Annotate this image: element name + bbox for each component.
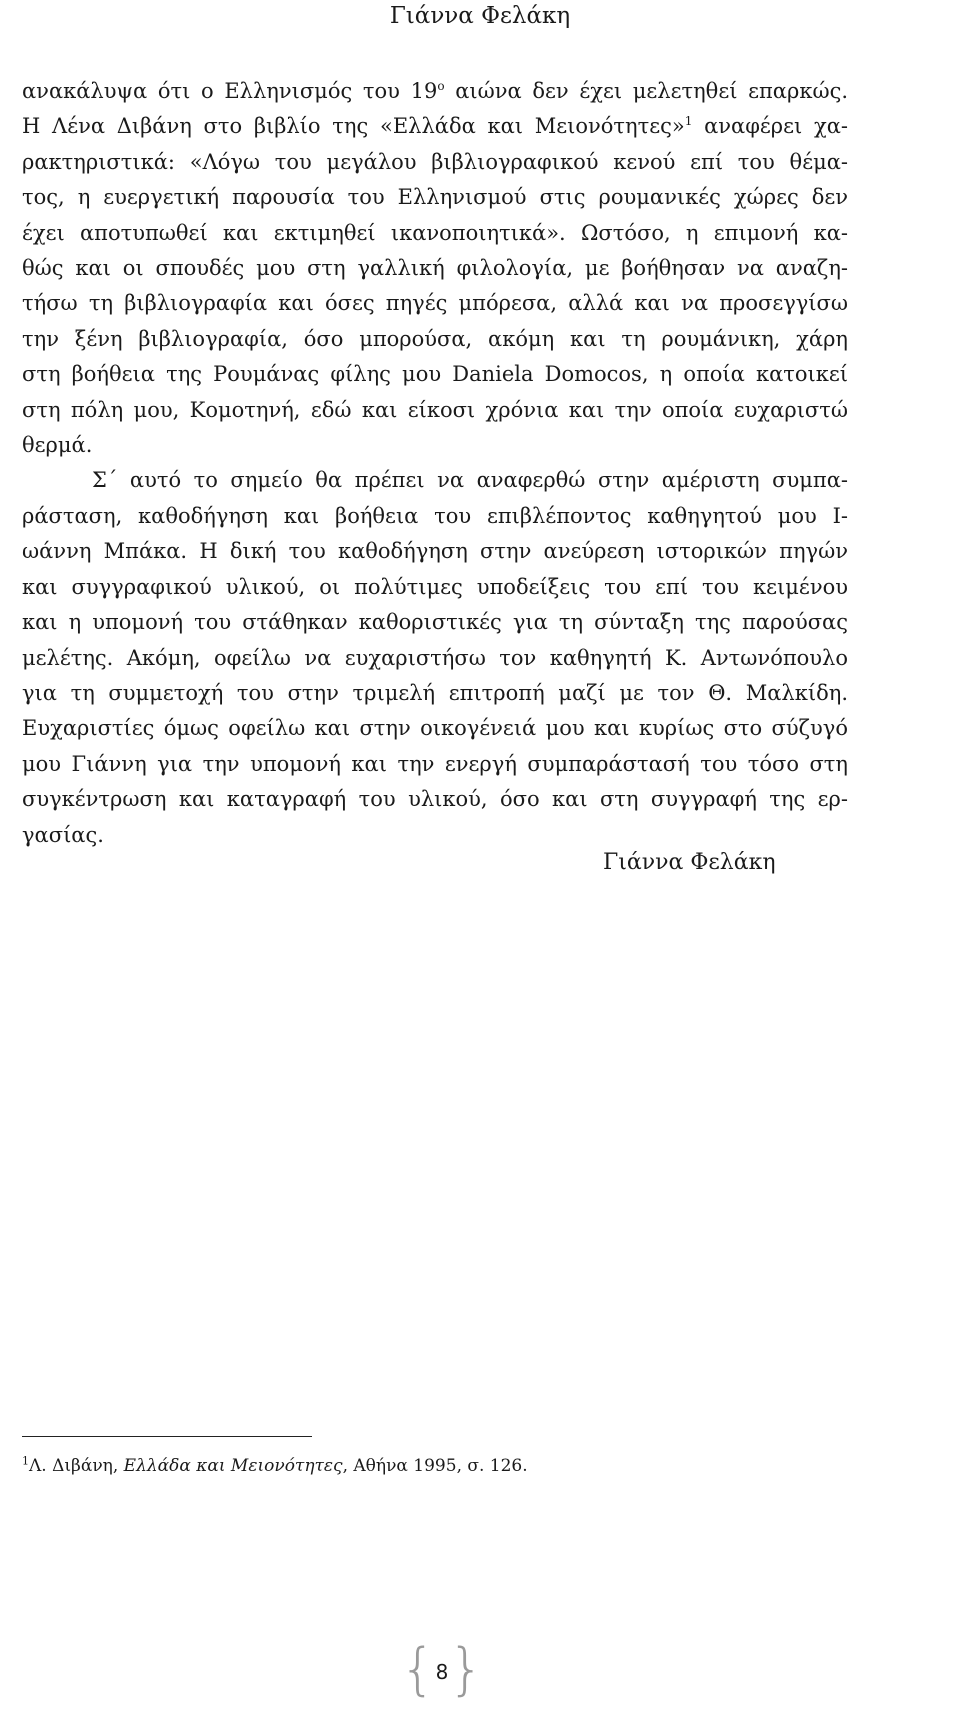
text-line-content: γασίας. [22, 822, 104, 847]
text-line-content: και συγγραφικού υλικού, οι πολύτιμες υποδείξεις του επί του κειμένου [22, 574, 848, 599]
text-line-content: Ευχαριστίες όμως οφείλω και στην οικογένειά μου και κυρίως στο σύζυγό [22, 716, 848, 741]
text-line-content: στη πόλη μου, Κομοτηνή, εδώ και είκοσι χρόνια και την οποία ευχαριστώ [22, 397, 848, 422]
text-line [22, 251, 848, 286]
text-line-content: ράσταση, καθοδήγηση και βοήθεια του επιβλέποντος καθηγητού μου Ι- [22, 503, 848, 528]
text-line [22, 393, 848, 428]
text-line-content: Σ΄ αυτό το σημείο θα πρέπει να αναφερθώ στην αμέριστη συμπα- [92, 468, 848, 493]
body-text [22, 74, 848, 853]
page-number-block [400, 1637, 484, 1702]
text-line [22, 180, 848, 215]
text-line [22, 747, 848, 782]
footnote-rule [22, 1436, 312, 1437]
text-line-content: για τη συμμετοχή του στην τριμελή επιτροπή μαζί με τον Θ. Μαλκίδη. [22, 680, 848, 705]
text-line-content: τος, η ευεργετική παρουσία του Ελληνισμού στις ρουμανικές χώρες δεν [22, 185, 848, 210]
text-line-content: Η Λένα Διβάνη στο βιβλίο της «Ελλάδα και Μειονότητες» [22, 114, 685, 139]
page-number: 8 [435, 1660, 449, 1684]
footnote-author: Λ. Διβάνη, [29, 1456, 124, 1476]
superscript: ο [437, 79, 445, 93]
text-line [22, 357, 848, 392]
text-line [22, 286, 848, 321]
text-line [22, 145, 848, 180]
footnote-marker: 1 [22, 1454, 29, 1468]
text-line [22, 463, 848, 498]
text-line-content: την ξένη βιβλιογραφία, όσο μπορούσα, ακόμη και τη ρουμάνικη, χάρη [22, 326, 848, 351]
text-line [22, 641, 848, 676]
text-line-content: και η υπομονή του στάθηκαν καθοριστικές για τη σύνταξη της παρούσας [22, 610, 848, 635]
text-line-content: μελέτης. Ακόμη, οφείλω να ευχαριστήσω τον καθηγητή Κ. Αντωνόπουλο [22, 645, 848, 670]
footnote [22, 1454, 528, 1478]
text-line-content: μου Γιάννη για την υπομονή και την ενεργή συμπαράστασή του τόσο στη [22, 751, 848, 776]
text-line [22, 499, 848, 534]
signature: Γιάννα Φελάκη [603, 850, 776, 875]
text-line [22, 534, 848, 569]
text-line [22, 676, 848, 711]
text-line-content: τήσω τη βιβλιογραφία και όσες πηγές μπόρεσα, αλλά και να προσεγγίσω [22, 291, 848, 316]
right-brace-icon: } [448, 1637, 484, 1702]
text-line-content: ωάννη Μπάκα. Η δική του καθοδήγηση στην ανεύρεση ιστορικών πηγών [22, 539, 848, 564]
text-line [22, 605, 848, 640]
text-line-content: συγκέντρωση και καταγραφή του υλικού, όσο και στη συγγραφή της ερ- [22, 787, 848, 812]
text-line [22, 322, 848, 357]
text-line [22, 711, 848, 746]
text-line [22, 428, 848, 463]
text-line [22, 109, 848, 144]
text-line-content: αναφέρει χα- [692, 114, 848, 139]
text-line-content: αιώνα δεν έχει μελετηθεί επαρκώς. [444, 79, 849, 103]
text-line [22, 570, 848, 605]
footnote-title: Ελλάδα και Μειονότητες [123, 1456, 343, 1476]
superscript: 1 [684, 114, 693, 129]
footnote-rest: , Αθήνα 1995, σ. 126. [342, 1456, 528, 1476]
text-line-content: θώς και οι σπουδές μου στη γαλλική φιλολογία, με βοήθησαν να αναζη- [22, 256, 848, 281]
left-brace-icon: { [400, 1637, 436, 1702]
running-header: Γιάννα Φελάκη [389, 3, 571, 29]
text-line-content: ρακτηριστικά: «Λόγω του μεγάλου βιβλιογραφικού κενού επί του θέμα- [22, 149, 848, 174]
text-line [22, 216, 848, 251]
text-line-content: ανακάλυψα ότι ο Ελληνισμός του 19 [22, 79, 438, 103]
text-line-content: στη βοήθεια της Ρουμάνας φίλης μου Daniela Domocos, η οποία κατοικεί [22, 362, 848, 387]
text-line [22, 74, 848, 109]
text-line-content: θερμά. [22, 433, 93, 458]
text-line [22, 782, 848, 817]
text-line-content: έχει αποτυπωθεί και εκτιμηθεί ικανοποιητικά». Ωστόσο, η επιμονή κα- [22, 220, 848, 245]
